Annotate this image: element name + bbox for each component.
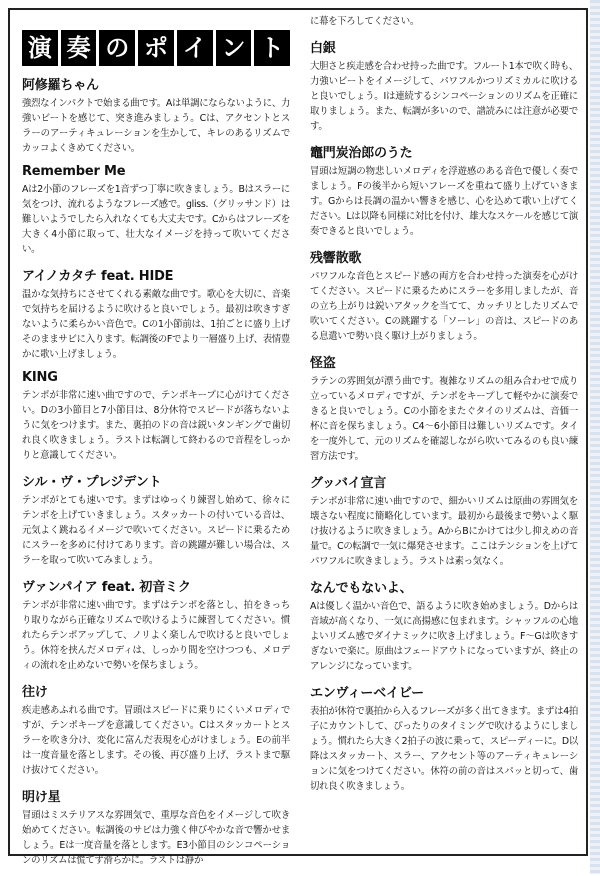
page-edge-stripe	[590, 0, 600, 874]
song-section	[310, 682, 578, 794]
song-section	[22, 681, 290, 778]
song-text: に幕を下ろしてください。	[310, 16, 419, 27]
song-text: 温かな気持ちにさせてくれる素敵な曲です。歌心を大切に、音楽で気持ちを届けるように吹けると良いでしょう。最初は吹きすぎないように柔らかい音色で。Cの1小節前は、1拍ごとに盛り上げそのままサビに入ります。転調後のFでより一層盛り上げ、表情豊かに歌い上げましょう。	[22, 289, 290, 360]
song-text: 強烈なインパクトで始まる曲です。Aは単調にならないように、力強いビートを感じて、突き進みましょう。Cは、アクセントとスラーのアーティキュレーションを生かして、キレのあるリズムでカッコよくきめてください。	[22, 98, 290, 154]
song-title: 往け	[22, 685, 48, 700]
song-text: Aは優しく温かい音色で、語るように吹き始めましょう。Dからは音域が高くなり、一気に高揚感に包まれます。シャッフルの心地よいリズム感でダイナミックに吹き上げましょう。F～Gは吹きすぎないで楽に。原曲はフェードアウトになっていますが、終止のアレンジになっています。	[310, 601, 578, 672]
song-section	[310, 352, 578, 464]
page-title	[22, 30, 290, 66]
page-title-char: 奏	[61, 30, 97, 66]
song-title: 怪盗	[310, 356, 336, 371]
right-column	[310, 14, 578, 802]
song-section	[22, 471, 290, 568]
song-title: アイノカタチ feat. HIDE	[22, 269, 174, 284]
song-section	[22, 786, 290, 868]
song-section	[22, 265, 290, 362]
song-title: 竈門炭治郎のうた	[310, 146, 413, 161]
song-text: 冒頭はミステリアスな雰囲気で、重厚な音色をイメージして吹き始めてください。転調後のサビは力強く伸びやかな音で響かせましょう。Eは一度音量を落とします。E3小節目のシンコペーションのリズムは慌てず滑らかに。ラストは静か	[22, 810, 290, 866]
song-text: Aは2小節のフレーズを1音ずつ丁寧に吹きましょう。Bはスラーに気をつけ、流れるようなフレーズ感で。gliss.（グリッサンド）は難しいようでしたら入れなくても大丈夫です。Cからはフレーズを大きく4小節に取って、壮大なイメージを持って吹いてください。	[22, 184, 290, 255]
song-section-continued	[310, 14, 578, 29]
page-title-char: イ	[177, 30, 213, 66]
page-title-char: ポ	[138, 30, 174, 66]
song-section	[310, 37, 578, 134]
song-text: 大胆さと疾走感を合わせ持った曲です。フルート1本で吹く時も、力強いビートをイメージして、パワフルかつリズミカルに吹けると良いでしょう。Iは連続するシンコペーションのリズムを正確に取りましょう。また、転調が多いので、譜読みには注意が必要です。	[310, 61, 578, 132]
song-text: ラテンの雰囲気が漂う曲です。複雑なリズムの組み合わせで成り立っているメロディですが、テンポをキープして軽やかに演奏できると良いでしょう。Cの小節をまたぐタイのリズムは、音価一杯に音を保ちましょう。C4～6小節目は難しいリズムです。タイを一度外して、元のリズムを確認しながら吹いてみるのも良い練習方法です。	[310, 376, 578, 462]
song-section	[310, 142, 578, 239]
song-title: ヴァンパイア feat. 初音ミク	[22, 580, 191, 595]
song-title: Remember Me	[22, 164, 126, 179]
song-text: テンポが非常に速い曲です。まずはテンポを落とし、拍をきっちり取りながら正確なリズムで吹けるように練習してください。慣れたらテンポアップして、ノリよく楽しんで吹けると良いでしょう。休符を挟んだメロディは、しっかり間を空けつつも、メロディの流れを止めないで勢いを保ちましょう。	[22, 600, 290, 671]
song-title: グッバイ宣言	[310, 476, 387, 491]
song-section	[22, 576, 290, 673]
song-section	[310, 472, 578, 569]
song-section	[310, 577, 578, 674]
song-section	[22, 164, 290, 257]
article-frame	[8, 8, 588, 866]
song-text: テンポが非常に速い曲ですので、細かいリズムは原曲の雰囲気を壊さない程度に簡略化しています。最初から最後まで勢いよく駆け抜けるように吹きましょう。AからBにかけては少し抑えめの音量で。Cの転調で一気に爆発させます。ここはテンションを上げてパワフルに吹きましょう。ラストは素っ気なく。	[310, 496, 578, 567]
song-title: 明け星	[22, 790, 61, 805]
song-text: パワフルな音色とスピード感の両方を合わせ持った演奏を心がけてください。スピードに乗るためにスラーを多用しましたが、音の立ち上がりは鋭いアタックを当てて、カッチリとしたリズムで吹いてください。Cの跳躍する「ソーレ」の音は、スピードのある息遣いで勢い良く駆け上がりましょう。	[310, 271, 578, 342]
left-column	[22, 30, 290, 876]
song-title: エンヴィーベイビー	[310, 686, 424, 701]
song-text: テンポが非常に速い曲ですので、テンポキープに心がけてください。Dの3小節目と7小節目は、8分休符でスピードが落ちないように気をつけます。また、裏拍のドの音は鋭いタンギングで歯切れ良く吹きましょう。ラストは転調して終わるので音程をしっかりと意識してください。	[22, 390, 290, 461]
page-title-char: ン	[216, 30, 252, 66]
song-title: KING	[22, 370, 58, 385]
song-text: テンポがとても速いです。まずはゆっくり練習し始めて、徐々にテンポを上げていきましょう。スタッカートの付いている音は、元気よく跳ねるイメージで吹いてください。スピードに乗るためにスラーを多めに付けてあります。音の跳躍が難しい場合は、スラーを取って吹いてみましょう。	[22, 495, 290, 566]
song-text: 表拍が休符で裏拍から入るフレーズが多く出てきます。まずは4拍子にカウントして、ぴったりのタイミングで吹けるようにしましょう。慣れたら大きく2拍子の波に乗って、スピーディーに。D以降はスタッカート、スラー、アクセント等のアーティキュレーションに気をつけてください。休符の前の音はスパッと切って、歯切れ良く吹きましょう。	[310, 706, 578, 792]
song-section	[22, 74, 290, 156]
song-title: シル・ヴ・プレジデント	[22, 475, 162, 490]
song-title: 阿修羅ちゃん	[22, 78, 99, 93]
song-text: 冒頭は短調の物悲しいメロディを浮遊感のある音色で優しく奏でましょう。Fの後半から短いフレーズを重ねて盛り上げていきます。Gからは長調の温かい響きを感じ、心を込めて歌い上げてください。Lは以降も同様に対比を付け、雄大なスケールを感じて演奏できると良いでしょう。	[310, 166, 578, 237]
song-title: 残響散歌	[310, 251, 362, 266]
song-section	[22, 370, 290, 463]
song-section	[310, 247, 578, 344]
page-title-char: ト	[254, 30, 290, 66]
page-title-char: の	[99, 30, 135, 66]
song-title: なんでもないよ、	[310, 581, 413, 596]
page-title-char: 演	[22, 30, 58, 66]
song-title: 白銀	[310, 41, 336, 56]
song-text: 疾走感あふれる曲です。冒頭はスピードに乗りにくいメロディですが、テンポキープを意識してください。Cはスタッカートとスラーを吹き分け、変化に富んだ表現を心がけましょう。Eの前半は一度音量を落とします。その後、再び盛り上げ、ラストまで駆け抜けてください。	[22, 705, 290, 776]
